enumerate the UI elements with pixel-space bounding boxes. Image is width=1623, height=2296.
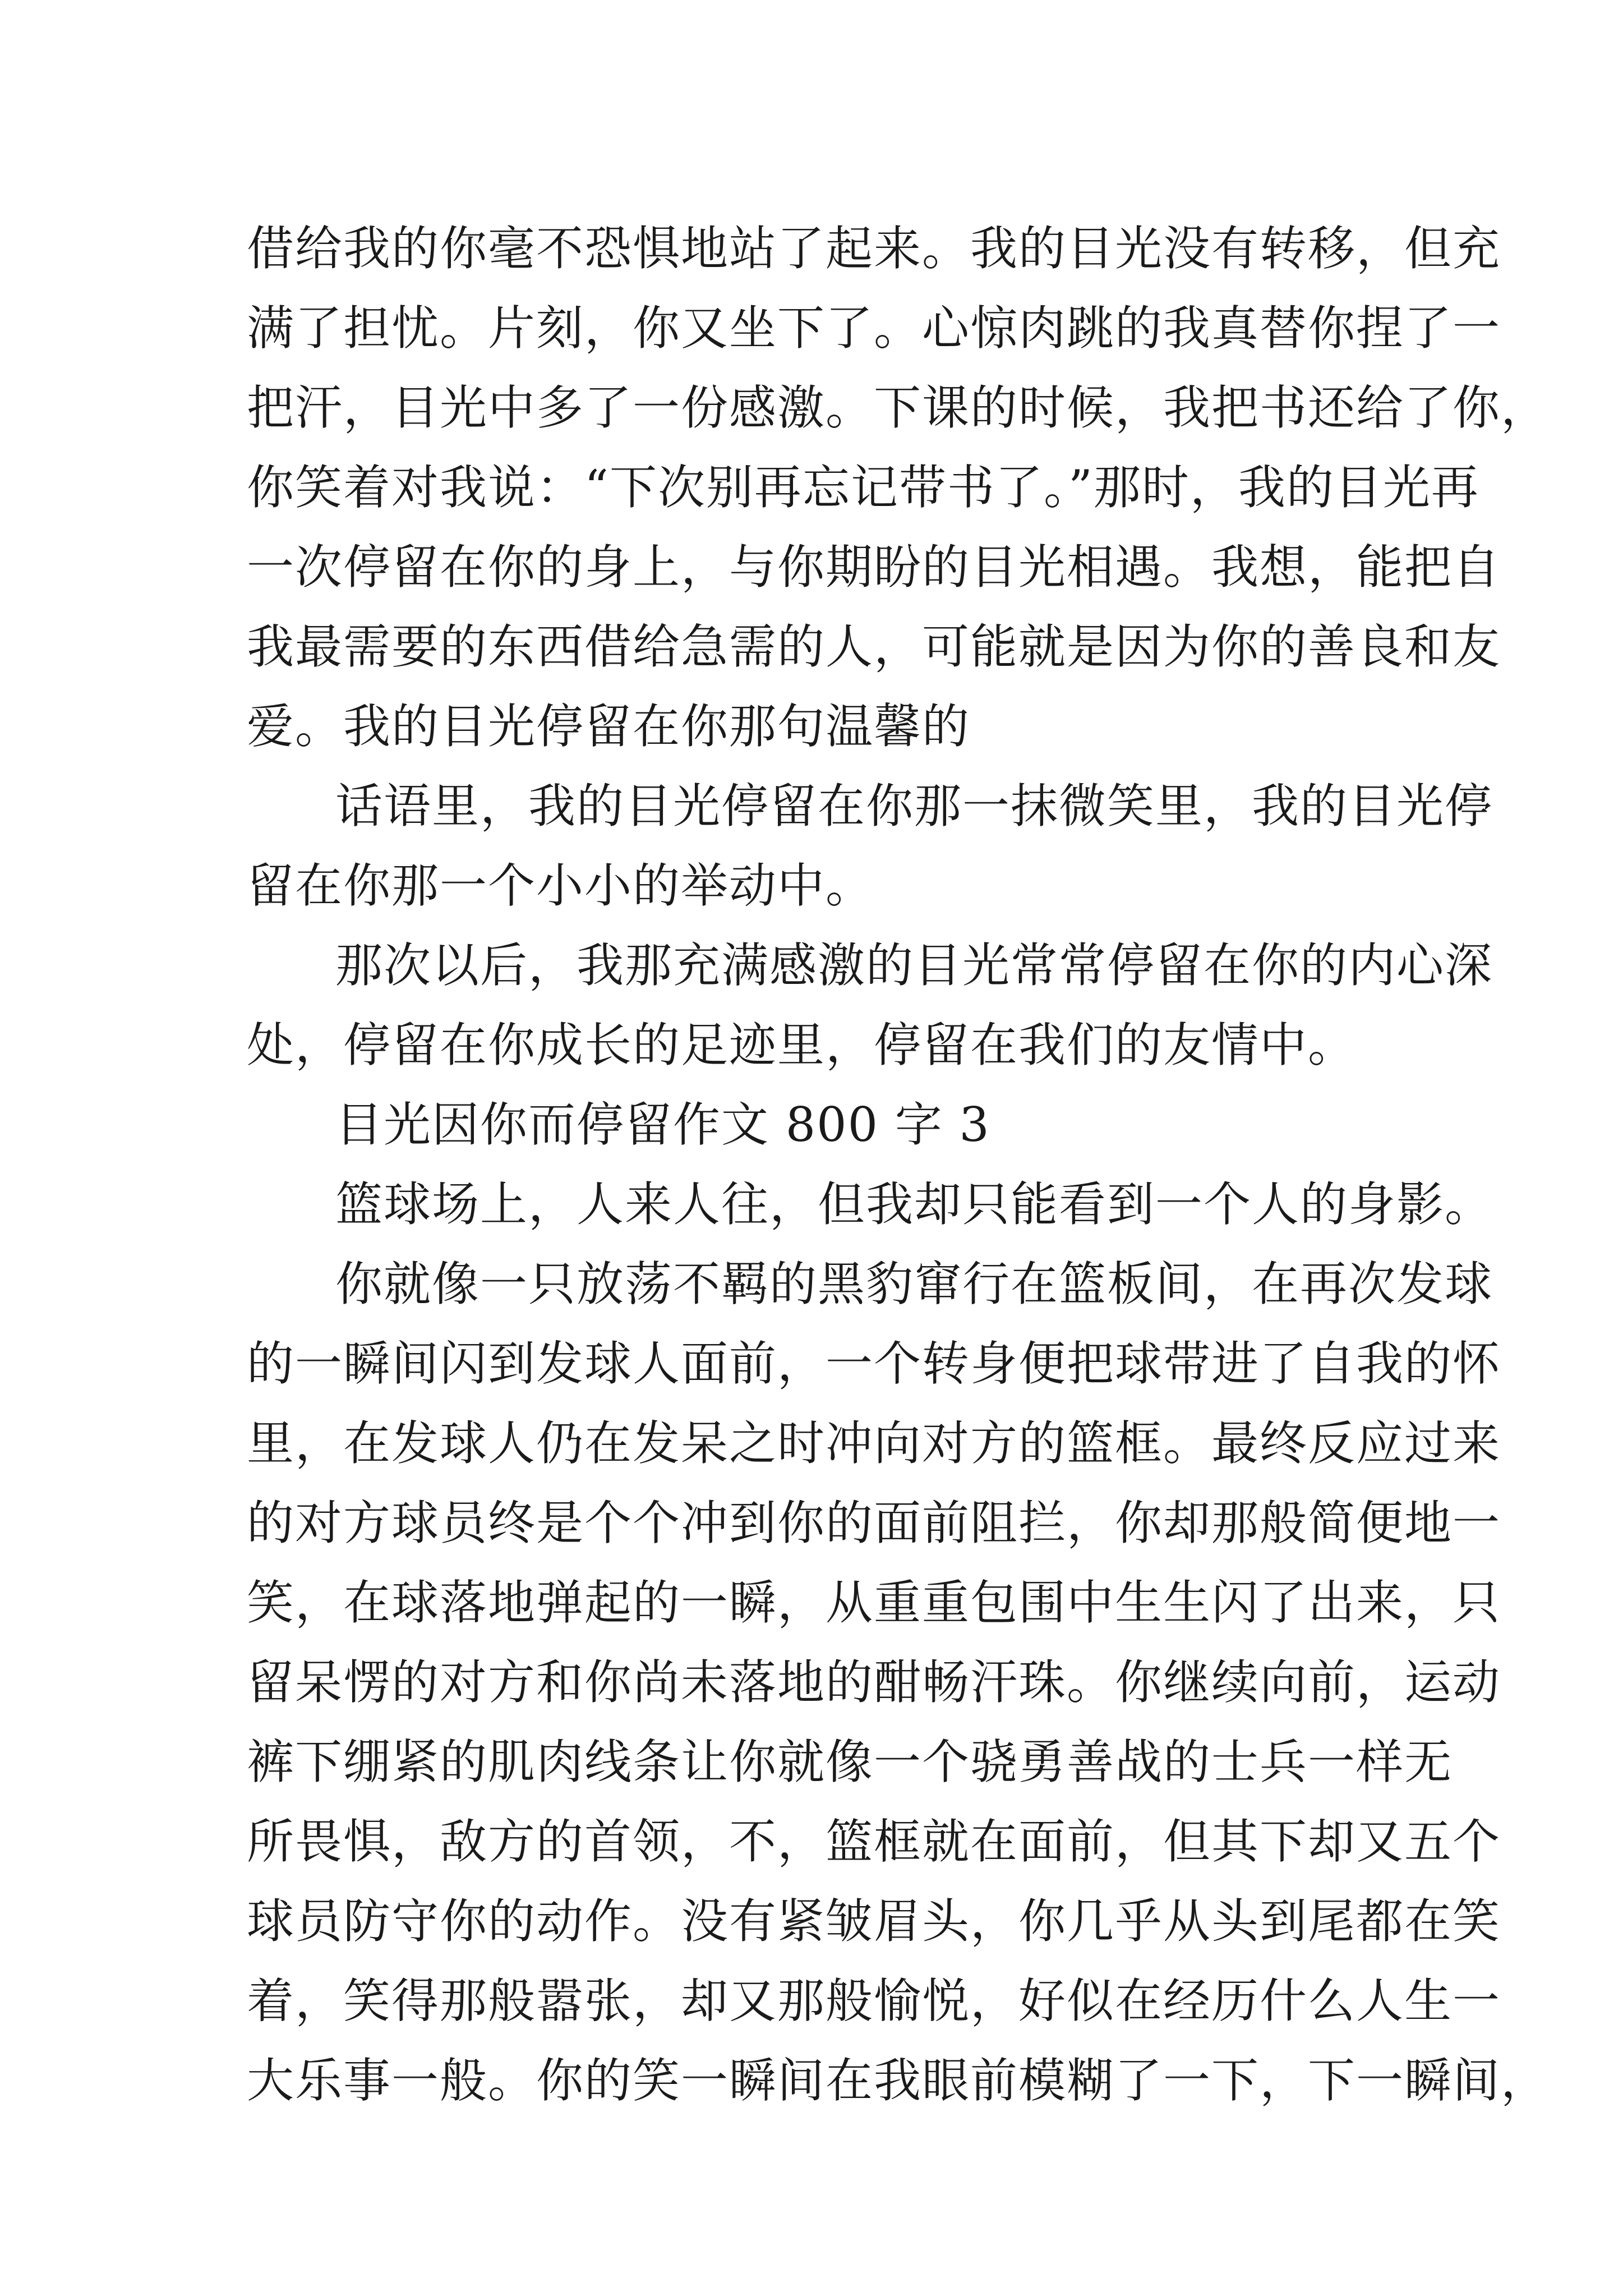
section-heading: 目光因你而停留作文 800 字 3 (335, 1097, 990, 1152)
text-line: 球员防守你的动作。没有紧皱眉头，你几乎从头到尾都在笑 (247, 1894, 1501, 1949)
text-line: 你就像一只放荡不羁的黑豹窜行在篮板间，在再次发球 (335, 1257, 1493, 1312)
text-line: 裤下绷紧的肌肉线条让你就像一个骁勇善战的士兵一样无 (247, 1734, 1453, 1789)
text-line: 一次停留在你的身上，与你期盼的目光相遇。我想，能把自 (247, 540, 1501, 595)
text-line: 话语里，我的目光停留在你那一抹微笑里，我的目光停 (335, 779, 1493, 834)
text-line: 那次以后，我那充满感激的目光常常停留在你的内心深 (335, 938, 1493, 993)
text-line: 所畏惧，敌方的首领，不，篮框就在面前，但其下却又五个 (247, 1814, 1501, 1869)
text-line: 借给我的你毫不恐惧地站了起来。我的目光没有转移，但充 (247, 221, 1501, 276)
text-line: 里，在发球人仍在发呆之时冲向对方的篮框。最终反应过来 (247, 1416, 1501, 1471)
text-line: 爱。我的目光停留在你那句温馨的 (247, 699, 971, 754)
text-line: 着，笑得那般嚣张，却又那般愉悦，好似在经历什么人生一 (247, 1973, 1501, 2028)
text-line: 满了担忧。片刻，你又坐下了。心惊肉跳的我真替你捏了一 (247, 301, 1501, 356)
text-line: 处，停留在你成长的足迹里，停留在我们的友情中。 (247, 1018, 1357, 1073)
text-line: 你笑着对我说：“下次别再忘记带书了。”那时，我的目光再 (247, 460, 1479, 515)
text-line: 的对方球员终是个个冲到你的面前阻拦，你却那般简便地一 (247, 1496, 1501, 1550)
text-line: 把汗，目光中多了一份感激。下课的时候，我把书还给了你， (247, 380, 1550, 435)
text-line: 篮球场上，人来人往，但我却只能看到一个人的身影。 (335, 1177, 1493, 1232)
text-line: 留在你那一个小小的举动中。 (247, 858, 874, 913)
text-line: 笑，在球落地弹起的一瞬，从重重包围中生生闪了出来，只 (247, 1575, 1501, 1630)
text-line: 留呆愣的对方和你尚未落地的酣畅汗珠。你继续向前，运动 (247, 1655, 1501, 1710)
text-line: 的一瞬间闪到发球人面前，一个转身便把球带进了自我的怀 (247, 1336, 1501, 1391)
text-line: 大乐事一般。你的笑一瞬间在我眼前模糊了一下，下一瞬间， (247, 2053, 1550, 2108)
text-line: 我最需要的东西借给急需的人，可能就是因为你的善良和友 (247, 619, 1501, 674)
